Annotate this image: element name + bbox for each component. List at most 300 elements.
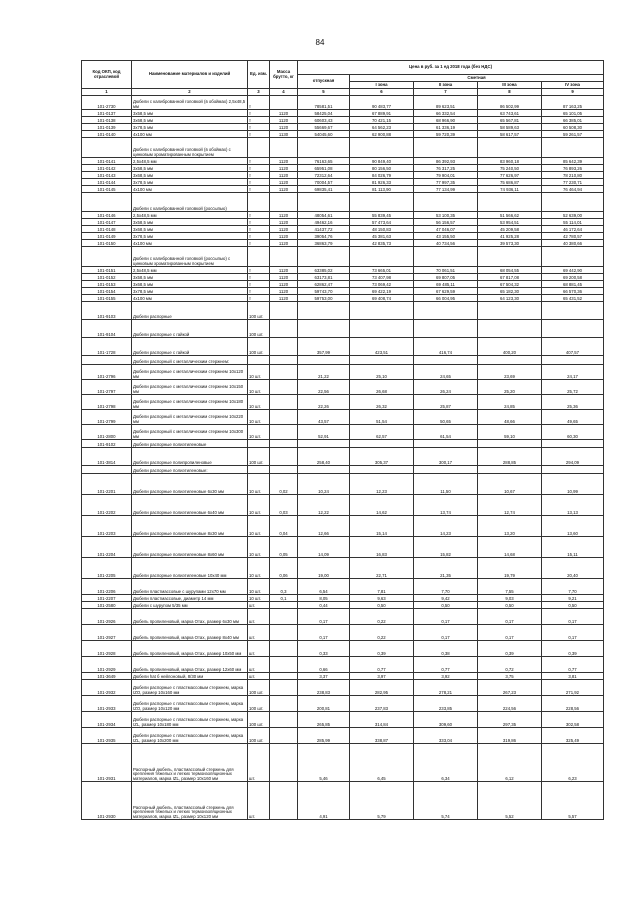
cell-otpusk: 0,66 xyxy=(298,657,350,673)
cell-unit: шт. xyxy=(248,657,270,673)
table-row xyxy=(82,96,604,110)
cell-unit xyxy=(248,356,270,365)
table-row xyxy=(82,338,604,356)
cell-zone-1: 73 407,98 xyxy=(350,274,414,281)
cell-name: Дюбели распорный с металлическим стержнем 10х300 мм xyxy=(132,425,248,440)
cell-code xyxy=(82,247,132,267)
cell-zone-4 xyxy=(542,320,604,338)
cell-otpusk: 12,66 xyxy=(298,516,350,537)
cell-otpusk: 0,44 xyxy=(298,602,350,609)
cell-zone-2: 66 332,54 xyxy=(414,110,478,117)
cell-unit: т xyxy=(248,240,270,247)
cell-zone-4: 49,65 xyxy=(542,410,604,425)
cell-code: 101-0147 xyxy=(82,219,132,226)
cell-mass: 1130 xyxy=(270,131,298,138)
table-row xyxy=(82,247,604,267)
cell-zone-1 xyxy=(350,356,414,365)
cell-name: 3х68,5 мм xyxy=(132,172,248,179)
cell-code: 101-0139 xyxy=(82,124,132,131)
cell-zone-1: 73 069,42 xyxy=(350,281,414,288)
cell-unit: т xyxy=(248,96,270,110)
cell-zone-2: 86 392,93 xyxy=(414,158,478,165)
cell-name: Дюбели распорные полиэтиленовые 8х60 мм xyxy=(132,537,248,558)
cell-unit: 10 шт. xyxy=(248,595,270,602)
cell-name: 4х100 мм xyxy=(132,131,248,138)
cell-otpusk: 19,00 xyxy=(298,558,350,579)
cell-otpusk: 6,54 xyxy=(298,579,350,595)
cell-code: 101-9103 xyxy=(82,302,132,320)
cell-zone-4: 0,39 xyxy=(542,641,604,657)
cell-unit: 10 шт. xyxy=(248,425,270,440)
cell-otpusk: 36863,79 xyxy=(298,240,350,247)
cell-otpusk: 69835,41 xyxy=(298,186,350,193)
table-row xyxy=(82,380,604,395)
cell-zone-2 xyxy=(414,356,478,365)
cell-name: 3х58,5 мм xyxy=(132,110,248,117)
cell-unit: 10 шт. xyxy=(248,365,270,380)
cell-zone-3: 74 936,11 xyxy=(478,186,542,193)
cell-zone-1 xyxy=(350,193,414,212)
cell-mass xyxy=(270,448,298,466)
cell-code: 101-0140 xyxy=(82,131,132,138)
cell-mass xyxy=(270,138,298,158)
cell-zone-4: 78 210,80 xyxy=(542,172,604,179)
cell-zone-4 xyxy=(542,356,604,365)
cell-otpusk: 12,22 xyxy=(298,495,350,516)
cell-code: 101-1728 xyxy=(82,338,132,356)
cell-zone-2: 0,38 xyxy=(414,641,478,657)
cell-name: 3х68,5 мм xyxy=(132,226,248,233)
cell-name: 4х100 мм xyxy=(132,186,248,193)
cell-mass: 1120 xyxy=(270,295,298,302)
cell-zone-3 xyxy=(478,247,542,267)
cell-zone-2: 278,21 xyxy=(414,680,478,696)
cell-name: 3х78,5 мм xyxy=(132,124,248,131)
cell-unit: т xyxy=(248,295,270,302)
cell-zone-3: 75 240,50 xyxy=(478,165,542,172)
cell-otpusk: 58425,04 xyxy=(298,110,350,117)
cell-zone-4: 9,21 xyxy=(542,595,604,602)
cell-zone-2: 68 966,90 xyxy=(414,117,478,124)
cell-zone-2: 6,34 xyxy=(414,744,478,782)
cell-code: 101-2934 xyxy=(82,712,132,728)
table-row xyxy=(82,110,604,117)
cell-zone-4: 76 464,94 xyxy=(542,186,604,193)
cell-otpusk: 200,81 xyxy=(298,696,350,712)
cell-unit: 10 шт. xyxy=(248,537,270,558)
table-row xyxy=(82,474,604,495)
cell-code xyxy=(82,356,132,365)
table-row xyxy=(82,425,604,440)
cell-otpusk xyxy=(298,356,350,365)
cell-zone-3: 86 502,99 xyxy=(478,96,542,110)
cell-mass: 1120 xyxy=(270,117,298,124)
cell-unit: 10 шт. xyxy=(248,495,270,516)
cell-zone-2: 0,50 xyxy=(414,602,478,609)
cell-zone-4: 25,72 xyxy=(542,380,604,395)
cell-otpusk: 22,56 xyxy=(298,380,350,395)
cell-zone-4: 13,13 xyxy=(542,495,604,516)
cell-code: 101-0137 xyxy=(82,110,132,117)
cell-zone-4: 69 200,58 xyxy=(542,274,604,281)
cell-zone-2: 66 004,95 xyxy=(414,295,478,302)
cell-zone-1: 7,81 xyxy=(350,579,414,595)
cell-zone-4: 66 385,01 xyxy=(542,117,604,124)
cell-zone-4: 6,23 xyxy=(542,744,604,782)
cell-name: Дюбели с калиброванной головкой (в обоймах) 2,5х48,5 мм xyxy=(132,96,248,110)
cell-name: Дюбели распорный с металлическим стержнем: xyxy=(132,356,248,365)
cell-code: 101-0152 xyxy=(82,274,132,281)
cell-otpusk xyxy=(298,302,350,320)
cell-code: 101-3814 xyxy=(82,448,132,466)
cell-zone-2: 47 046,07 xyxy=(414,226,478,233)
cell-zone-4: 85 642,39 xyxy=(542,158,604,165)
cell-zone-2 xyxy=(414,302,478,320)
cell-mass: 0,04 xyxy=(270,516,298,537)
cell-zone-4: 15,11 xyxy=(542,537,604,558)
cell-zone-4: 0,50 xyxy=(542,602,604,609)
cell-zone-3: 39 573,30 xyxy=(478,240,542,247)
cell-name: Дюбели распорные с гайкой xyxy=(132,320,248,338)
cell-zone-2: 9,42 xyxy=(414,595,478,602)
table-row xyxy=(82,579,604,595)
cell-zone-2: 50,65 xyxy=(414,410,478,425)
cell-code xyxy=(82,138,132,158)
cell-mass xyxy=(270,320,298,338)
cell-zone-4 xyxy=(542,466,604,474)
table-row xyxy=(82,595,604,602)
cell-unit: т xyxy=(248,219,270,226)
cell-zone-2: 7,70 xyxy=(414,579,478,595)
cell-name: Дюбель пропиленовый, марка Отах, размер 12х60 мм xyxy=(132,657,248,673)
table-row xyxy=(82,744,604,782)
cell-mass xyxy=(270,395,298,410)
cell-unit: т xyxy=(248,158,270,165)
cell-unit: 10 шт. xyxy=(248,516,270,537)
cell-otpusk: 70004,57 xyxy=(298,179,350,186)
cell-zone-3: 24,85 xyxy=(478,395,542,410)
cell-mass: 1120 xyxy=(270,212,298,219)
cell-otpusk: 52,91 xyxy=(298,425,350,440)
header-mass: Масса брутто, кг xyxy=(270,61,298,89)
cell-code: 101-3649 xyxy=(82,673,132,680)
col-num-1: 1 xyxy=(82,89,132,96)
cell-zone-1: 67 889,91 xyxy=(350,110,414,117)
cell-zone-2: 89 623,51 xyxy=(414,96,478,110)
cell-mass: 1120 xyxy=(270,124,298,131)
cell-name: 3х78,5 мм xyxy=(132,179,248,186)
table-row xyxy=(82,495,604,516)
cell-zone-2: 24,65 xyxy=(414,365,478,380)
cell-name: Дюбели hat б нейлоновый, 8/30 мм xyxy=(132,673,248,680)
cell-zone-1: 16,83 xyxy=(350,537,414,558)
cell-zone-2: 333,04 xyxy=(414,728,478,744)
cell-zone-2: 40 734,56 xyxy=(414,240,478,247)
cell-zone-1: 70 421,15 xyxy=(350,117,414,124)
cell-zone-3 xyxy=(478,138,542,158)
cell-name: Дюбели распорные с пластмассовым стержнем, марка IZL, размер 10х180 мм xyxy=(132,712,248,728)
cell-code: 101-0150 xyxy=(82,240,132,247)
cell-code: 101-2202 xyxy=(82,495,132,516)
cell-name: Дюбели распорные полиэтиленовые xyxy=(132,440,248,448)
cell-code: 101-9102 xyxy=(82,440,132,448)
cell-zone-3: 10,67 xyxy=(478,474,542,495)
cell-zone-1 xyxy=(350,247,414,267)
cell-unit: т xyxy=(248,226,270,233)
cell-zone-2: 26,24 xyxy=(414,380,478,395)
cell-code: 101-0149 xyxy=(82,233,132,240)
cell-zone-2: 416,74 xyxy=(414,338,478,356)
cell-zone-2: 25,87 xyxy=(414,395,478,410)
cell-otpusk: 14,09 xyxy=(298,537,350,558)
cell-zone-2: 67 629,59 xyxy=(414,288,478,295)
cell-mass xyxy=(270,96,298,110)
cell-zone-1: 282,95 xyxy=(350,680,414,696)
cell-zone-4: 40 380,66 xyxy=(542,240,604,247)
cell-zone-4: 76 893,26 xyxy=(542,165,604,172)
cell-zone-4: 68 881,45 xyxy=(542,281,604,288)
table-row xyxy=(82,302,604,320)
cell-mass: 1120 xyxy=(270,288,298,295)
cell-zone-1: 9,63 xyxy=(350,595,414,602)
table-row xyxy=(82,657,604,673)
cell-code: 101-2935 xyxy=(82,728,132,744)
cell-zone-1: 237,83 xyxy=(350,696,414,712)
cell-otpusk: 63173,81 xyxy=(298,274,350,281)
cell-zone-2: 56 156,57 xyxy=(414,219,478,226)
cell-zone-2 xyxy=(414,138,478,158)
cell-code: 101-0151 xyxy=(82,267,132,274)
cell-otpusk: 60603,43 xyxy=(298,117,350,124)
cell-zone-3: 75 686,87 xyxy=(478,179,542,186)
cell-mass xyxy=(270,673,298,680)
cell-mass xyxy=(270,302,298,320)
cell-zone-4: 13,60 xyxy=(542,516,604,537)
cell-code: 101-2933 xyxy=(82,696,132,712)
cell-otpusk xyxy=(298,320,350,338)
table-row xyxy=(82,274,604,281)
col-num-9: 9 xyxy=(542,89,604,96)
cell-name: Дюбели распорные с металлическим стержнем 10х180 мм xyxy=(132,395,248,410)
cell-mass xyxy=(270,338,298,356)
table-row xyxy=(82,158,604,165)
cell-otpusk xyxy=(298,138,350,158)
cell-zone-2: 15,82 xyxy=(414,537,478,558)
table-row xyxy=(82,712,604,728)
table-row xyxy=(82,537,604,558)
cell-zone-1: 26,68 xyxy=(350,380,414,395)
table-row xyxy=(82,516,604,537)
cell-zone-3: 319,86 xyxy=(478,728,542,744)
cell-unit: т xyxy=(248,172,270,179)
cell-zone-4 xyxy=(542,247,604,267)
cell-name: Дюбели распорные полиэтиленовые 8х30 мм xyxy=(132,516,248,537)
cell-zone-3: 13,20 xyxy=(478,516,542,537)
cell-zone-2: 69 485,11 xyxy=(414,281,478,288)
cell-unit: 100 шт. xyxy=(248,712,270,728)
cell-unit: 10 шт. xyxy=(248,474,270,495)
header-unit: Ед. изм. xyxy=(248,61,270,89)
cell-zone-4: 325,49 xyxy=(542,728,604,744)
cell-unit: 100 шт. xyxy=(248,696,270,712)
table-row xyxy=(82,625,604,641)
cell-zone-3: 0,17 xyxy=(478,609,542,625)
cell-zone-3 xyxy=(478,302,542,320)
cell-zone-4: 20,40 xyxy=(542,558,604,579)
cell-code: 101-2799 xyxy=(82,410,132,425)
cell-otpusk: 41437,72 xyxy=(298,226,350,233)
cell-zone-3: 5,52 xyxy=(478,782,542,820)
cell-name: 3х68,5 мм xyxy=(132,281,248,288)
cell-zone-1: 55 839,45 xyxy=(350,212,414,219)
cell-zone-1: 15,14 xyxy=(350,516,414,537)
cell-code: 101-2926 xyxy=(82,609,132,625)
cell-mass: 1120 xyxy=(270,267,298,274)
cell-otpusk: 0,33 xyxy=(298,641,350,657)
cell-zone-4: 5,57 xyxy=(542,782,604,820)
cell-zone-3: 224,56 xyxy=(478,696,542,712)
cell-zone-2: 5,74 xyxy=(414,782,478,820)
cell-zone-3: 65 567,81 xyxy=(478,117,542,124)
cell-zone-4: 7,70 xyxy=(542,579,604,595)
cell-otpusk: 59753,00 xyxy=(298,295,350,302)
cell-code: 101-2932 xyxy=(82,680,132,696)
cell-code: 101-0141 xyxy=(82,158,132,165)
cell-zone-4: 42 780,57 xyxy=(542,233,604,240)
cell-zone-4 xyxy=(542,440,604,448)
table-row xyxy=(82,558,604,579)
cell-zone-4 xyxy=(542,193,604,212)
cell-zone-2: 309,60 xyxy=(414,712,478,728)
cell-name: Дюбели распорные с пластмассовым стержнем, марка IZO, размер 10х160 мм xyxy=(132,680,248,696)
cell-name: Дюбели распорные с металлическим стержнем 10х150 мм xyxy=(132,380,248,395)
cell-zone-2 xyxy=(414,247,478,267)
cell-zone-4: 302,58 xyxy=(542,712,604,728)
cell-code: 101-0145 xyxy=(82,186,132,193)
cell-zone-1: 3,97 xyxy=(350,673,414,680)
cell-zone-4: 60,30 xyxy=(542,425,604,440)
cell-zone-3: 12,74 xyxy=(478,495,542,516)
cell-zone-1: 14,62 xyxy=(350,495,414,516)
cell-zone-4: 3,81 xyxy=(542,673,604,680)
cell-mass xyxy=(270,365,298,380)
cell-zone-2: 69 807,05 xyxy=(414,274,478,281)
cell-zone-1: 338,87 xyxy=(350,728,414,744)
cell-name: Дюбели распорные полиэтиленовые: xyxy=(132,466,248,474)
cell-zone-3: 41 925,28 xyxy=(478,233,542,240)
cell-zone-3: 14,68 xyxy=(478,537,542,558)
cell-unit: т xyxy=(248,274,270,281)
cell-zone-1: 5,79 xyxy=(350,782,414,820)
header-price-title: Цена в руб. за 1 ед 2018 года (без НДС) xyxy=(298,61,604,75)
table-row xyxy=(82,124,604,131)
cell-otpusk xyxy=(298,440,350,448)
cell-otpusk: 21,22 xyxy=(298,365,350,380)
cell-name: Дюбели распорные с металлическим стержнем 10х120 мм xyxy=(132,365,248,380)
cell-unit: т xyxy=(248,124,270,131)
cell-code: 101-2205 xyxy=(82,558,132,579)
cell-code: 101-0142 xyxy=(82,165,132,172)
cell-mass: 1120 xyxy=(270,219,298,226)
cell-zone-2: 300,17 xyxy=(414,448,478,466)
cell-code: 101-2931 xyxy=(82,744,132,782)
cell-zone-4: 59 261,57 xyxy=(542,131,604,138)
col-num-8: 8 xyxy=(478,89,542,96)
cell-unit: 10 шт. xyxy=(248,395,270,410)
cell-zone-3: 58 617,57 xyxy=(478,131,542,138)
cell-zone-4: 69 442,90 xyxy=(542,267,604,274)
cell-otpusk: 0,17 xyxy=(298,625,350,641)
cell-otpusk: 65951,08 xyxy=(298,165,350,172)
cell-zone-1: 314,84 xyxy=(350,712,414,728)
cell-unit xyxy=(248,138,270,158)
col-num-2: 2 xyxy=(132,89,248,96)
cell-unit: т xyxy=(248,233,270,240)
cell-mass: 1120 xyxy=(270,158,298,165)
cell-name: 3х58,5 мм xyxy=(132,274,248,281)
cell-otpusk: 62862,47 xyxy=(298,281,350,288)
cell-zone-1: 0,39 xyxy=(350,641,414,657)
cell-unit xyxy=(248,440,270,448)
cell-zone-2: 59 720,39 xyxy=(414,131,478,138)
cell-zone-2: 21,35 xyxy=(414,558,478,579)
cell-name: 4х100 мм xyxy=(132,240,248,247)
header-name: Наименование материалов и изделий xyxy=(132,61,248,89)
cell-zone-1 xyxy=(350,320,414,338)
cell-zone-1: 0,22 xyxy=(350,609,414,625)
cell-zone-1 xyxy=(350,302,414,320)
cell-name: Распорный дюбель, пластмассовый стержень для крепления тяжелых и легких термоизоляционных материалов, марка IZL, размер 10х120 мм xyxy=(132,782,248,820)
cell-otpusk: 54045,60 xyxy=(298,131,350,138)
cell-code: 101-2201 xyxy=(82,474,132,495)
cell-unit: 100 шт. xyxy=(248,728,270,744)
cell-otpusk: 8,05 xyxy=(298,595,350,602)
table-row xyxy=(82,295,604,302)
cell-zone-2: 61,54 xyxy=(414,425,478,440)
cell-zone-2: 13,74 xyxy=(414,495,478,516)
table-body xyxy=(82,96,604,820)
table-row xyxy=(82,233,604,240)
cell-zone-3: 64 123,30 xyxy=(478,295,542,302)
cell-code: 101-0143 xyxy=(82,172,132,179)
cell-zone-2: 70 061,51 xyxy=(414,267,478,274)
cell-zone-2: 53 100,35 xyxy=(414,212,478,219)
cell-zone-3: 0,50 xyxy=(478,602,542,609)
cell-code: 101-2206 xyxy=(82,579,132,595)
cell-zone-1: 0,22 xyxy=(350,625,414,641)
cell-name: 3х78,5 мм xyxy=(132,233,248,240)
cell-zone-4: 10,99 xyxy=(542,474,604,495)
cell-mass xyxy=(270,641,298,657)
cell-name: 4х100 мм xyxy=(132,295,248,302)
cell-zone-4: 271,92 xyxy=(542,680,604,696)
table-row xyxy=(82,281,604,288)
cell-zone-2: 43 155,50 xyxy=(414,233,478,240)
cell-unit: 10 шт. xyxy=(248,410,270,425)
cell-zone-2 xyxy=(414,440,478,448)
cell-zone-2: 3,92 xyxy=(414,673,478,680)
cell-zone-1: 423,51 xyxy=(350,338,414,356)
cell-name: 3х78,5 мм xyxy=(132,288,248,295)
cell-unit: 100 шт. xyxy=(248,320,270,338)
cell-zone-2 xyxy=(414,320,478,338)
cell-zone-2: 77 997,35 xyxy=(414,179,478,186)
cell-mass xyxy=(270,193,298,212)
table-row xyxy=(82,186,604,193)
cell-zone-3: 51 566,62 xyxy=(478,212,542,219)
cell-otpusk: 48054,61 xyxy=(298,212,350,219)
cell-code: 101-2580 xyxy=(82,602,132,609)
